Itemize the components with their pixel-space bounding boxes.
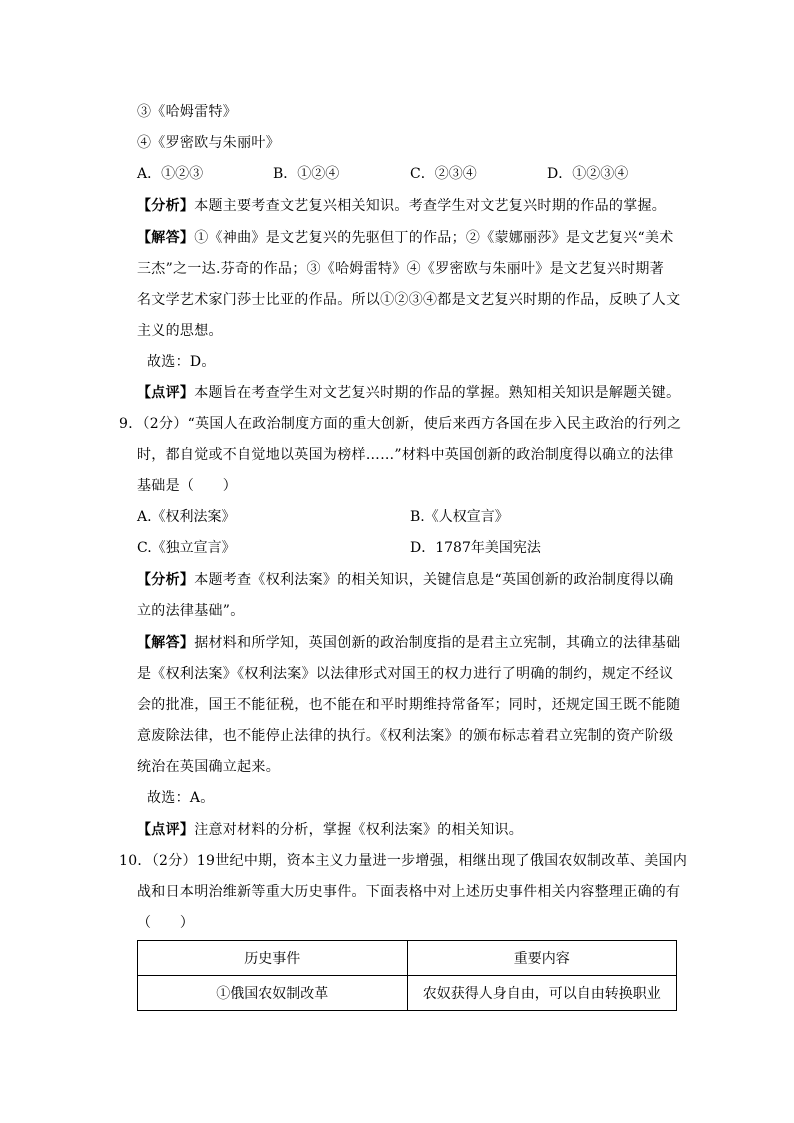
q9-answer-line-3: 会的批准，国王不能征税，也不能在和平时期维持常备军；同时，还规定国王既不能随 (137, 697, 681, 713)
q8-item-4: ④《罗密欧与朱丽叶》 (137, 135, 280, 151)
analysis-label: 【分析】 (137, 198, 195, 214)
answer-text: ①《神曲》是文艺复兴的先驱但丁的作品；②《蒙娜丽莎》是文艺复兴“美术 (194, 230, 674, 246)
q8-comment (137, 383, 680, 403)
q9-stem-line-1: 9．（2分）“英国人在政治制度方面的重大创新，使后来西方各国在步入民主政治的行列之 (119, 416, 682, 432)
q8-answer-line-3: 名文学艺术家门莎士比亚的作品。所以①②③④都是文艺复兴时期的作品，反映了人文 (137, 292, 681, 308)
answer-label: 【解答】 (137, 635, 195, 651)
table-header-row (138, 941, 677, 976)
q8-answer-line-2: 三杰”之一达.芬奇的作品；③《哈姆雷特》④《罗密欧与朱丽叶》是文艺复兴时期著 (137, 261, 665, 277)
q9-option-b: B.《人权宣言》 (410, 509, 509, 525)
q9-answer-line-2: 是《权利法案》《权利法案》以法律形式对国王的权力进行了明确的制约，规定不经议 (137, 666, 674, 682)
q8-option-c: C．②③④ (410, 166, 477, 182)
table-cell: 农奴获得人身自由，可以自由转换职业 (407, 976, 677, 1011)
analysis-label: 【分析】 (137, 572, 195, 588)
q10-stem-line-2: 战和日本明治维新等重大历史事件。下面表格中对上述历史事件相关内容整理正确的有 (137, 884, 681, 900)
table-row (138, 976, 677, 1011)
answer-label: 【解答】 (137, 230, 195, 246)
table-header-cell: 重要内容 (407, 941, 677, 976)
q8-option-d: D．①②③④ (547, 166, 629, 182)
analysis-text: 本题考查《权利法案》的相关知识，关键信息是“英国创新的政治制度得以确 (194, 572, 674, 588)
q8-answer-line-4: 主义的思想。 (137, 323, 223, 339)
analysis-text: 本题主要考查文艺复兴相关知识。考查学生对文艺复兴时期的作品的掌握。 (194, 198, 667, 214)
comment-text: 本题旨在考查学生对文艺复兴时期的作品的掌握。熟知相关知识是解题关键。 (194, 385, 681, 401)
q9-option-c: C.《独立宣言》 (137, 540, 236, 556)
q10-stem-line-1: 10．（2分）19世纪中期，资本主义力量进一步增强，相继出现了俄国农奴制改革、美国内 (119, 853, 688, 869)
comment-label: 【点评】 (137, 385, 195, 401)
q8-item-3: ③《哈姆雷特》 (137, 104, 238, 120)
q8-analysis (137, 196, 666, 216)
answer-text: 据材料和所学知，英国创新的政治制度指的是君主立宪制，其确立的法律基础 (194, 635, 681, 651)
q9-stem-line-3: 基础是（ ） (137, 478, 238, 494)
comment-text: 注意对材料的分析，掌握《权利法案》的相关知识。 (194, 822, 524, 838)
q9-comment (137, 820, 523, 840)
q9-option-d: D．1787年美国宪法 (410, 540, 541, 556)
q9-analysis-line-2: 立的法律基础”。 (137, 603, 245, 619)
q9-answer-line-1 (137, 633, 680, 653)
table-header-cell: 历史事件 (138, 941, 408, 976)
q9-stem-line-2: 时，都自觉或不自觉地以英国为榜样……”材料中英国创新的政治制度得以确立的法律 (137, 447, 674, 463)
q8-option-b: B．①②④ (273, 166, 340, 182)
table-cell: ①俄国农奴制改革 (138, 976, 408, 1011)
q9-answer-line-4: 意废除法律，也不能停止法律的执行。《权利法案》的颁布标志着君立宪制的资产阶级 (137, 728, 674, 744)
comment-label: 【点评】 (137, 822, 195, 838)
q8-option-a: A．①②③ (137, 166, 204, 182)
q8-choice: 故选：D。 (147, 354, 216, 370)
q10-stem-line-3: （ ） (137, 915, 195, 931)
q9-answer-line-5: 统治在英国确立起来。 (137, 759, 280, 775)
q8-answer-line-1 (137, 228, 674, 248)
q9-choice: 故选：A。 (147, 790, 215, 806)
q9-option-a: A.《权利法案》 (137, 509, 236, 525)
q9-analysis-line-1 (137, 570, 674, 590)
history-events-table (137, 940, 677, 1011)
